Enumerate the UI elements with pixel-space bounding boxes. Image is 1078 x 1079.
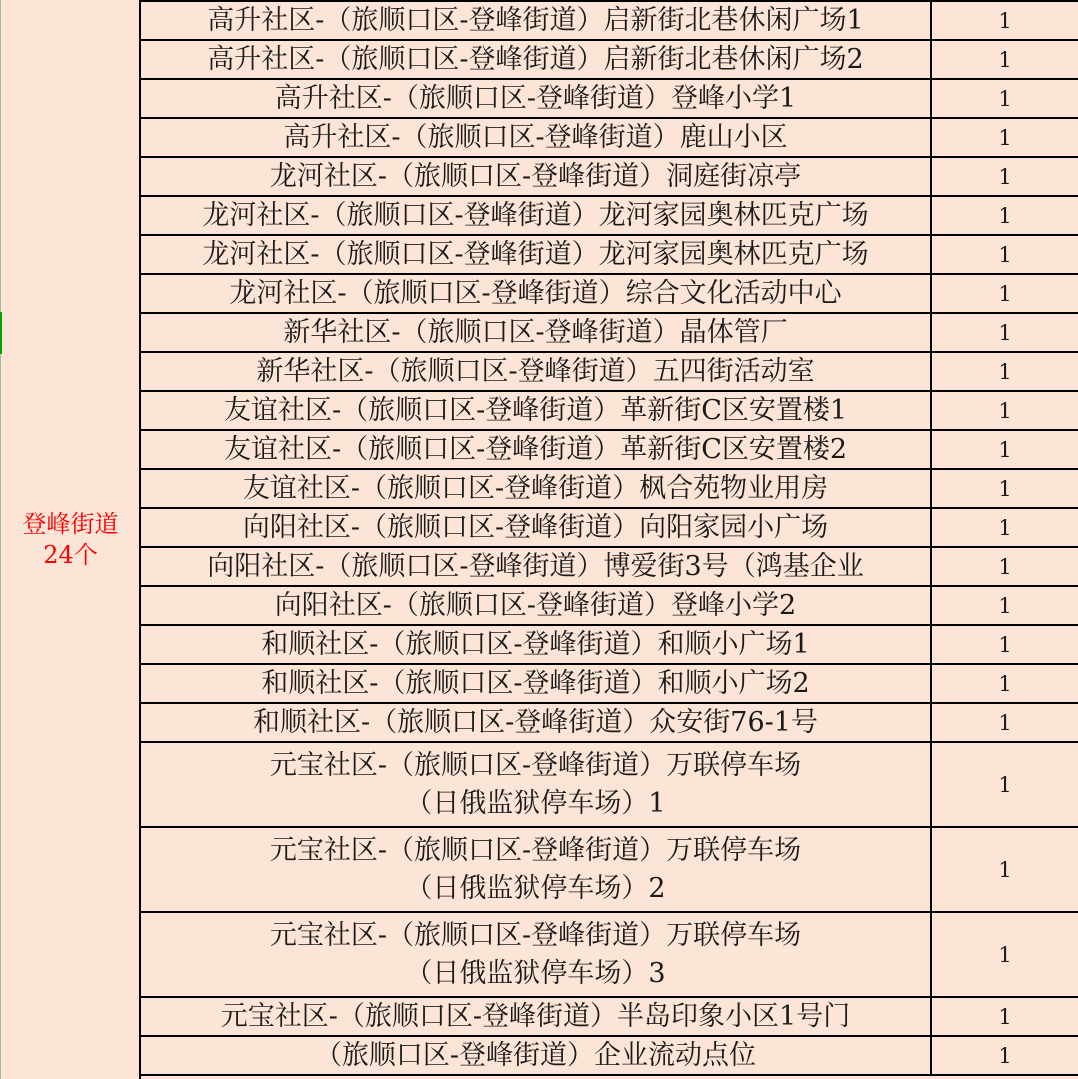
count-cell[interactable]: 1 [998, 8, 1012, 33]
location-name-line: 友谊社区-（旅顺口区-登峰街道）革新街C区安置楼1 [223, 394, 848, 426]
location-name-line: （日俄监狱停车场）2 [405, 872, 666, 904]
table-row [141, 158, 1078, 197]
location-name-cell[interactable] [141, 158, 932, 195]
count-cell[interactable]: 1 [998, 942, 1012, 967]
count-cell[interactable]: 1 [998, 320, 1012, 345]
table-row [141, 431, 1078, 470]
table-row [141, 470, 1078, 509]
count-cell[interactable]: 1 [998, 398, 1012, 423]
location-name-line: 向阳社区-（旅顺口区-登峰街道）向阳家园小广场 [242, 511, 829, 543]
location-name-cell[interactable] [141, 236, 932, 273]
count-cell[interactable]: 1 [998, 359, 1012, 384]
table-row [141, 1037, 1078, 1076]
count-cell[interactable]: 1 [998, 593, 1012, 618]
location-name-line: 新华社区-（旅顺口区-登峰街道）晶体管厂 [283, 316, 788, 348]
location-name-line: 向阳社区-（旅顺口区-登峰街道）登峰小学2 [274, 589, 797, 621]
location-name-cell[interactable] [141, 197, 932, 234]
table-row [141, 236, 1078, 275]
table-row [141, 704, 1078, 743]
location-name-line: 新华社区-（旅顺口区-登峰街道）五四街活动室 [256, 355, 815, 387]
location-name-line: 元宝社区-（旅顺口区-登峰街道）万联停车场 [269, 834, 802, 866]
table-row [141, 119, 1078, 158]
location-name-line: （旅顺口区-登峰街道）企业流动点位 [314, 1039, 757, 1071]
table-row [141, 353, 1078, 392]
location-name-cell[interactable] [141, 314, 932, 351]
location-name-line: 龙河社区-（旅顺口区-登峰街道）龙河家园奥林匹克广场 [202, 238, 869, 270]
table-row [141, 626, 1078, 665]
table-row [141, 913, 1078, 998]
location-name-cell[interactable] [141, 2, 932, 39]
location-name-line: 友谊社区-（旅顺口区-登峰街道）革新街C区安置楼2 [223, 433, 848, 465]
location-name-cell[interactable] [141, 626, 932, 663]
count-cell[interactable]: 1 [998, 632, 1012, 657]
location-name-line: 元宝社区-（旅顺口区-登峰街道）半岛印象小区1号门 [220, 1000, 851, 1032]
table-row [141, 587, 1078, 626]
location-name-cell[interactable] [141, 80, 932, 117]
location-name-line: 高升社区-（旅顺口区-登峰街道）启新街北巷休闲广场2 [207, 43, 864, 75]
table-row [141, 80, 1078, 119]
count-cell[interactable]: 1 [998, 671, 1012, 696]
location-name-line: 元宝社区-（旅顺口区-登峰街道）万联停车场 [269, 749, 802, 781]
data-table [139, 0, 1078, 1079]
count-cell[interactable]: 1 [998, 86, 1012, 111]
location-name-line: 高升社区-（旅顺口区-登峰街道）鹿山小区 [283, 121, 788, 153]
count-cell[interactable]: 1 [998, 1004, 1012, 1029]
count-cell[interactable]: 1 [998, 437, 1012, 462]
location-name-cell[interactable] [141, 392, 932, 429]
location-name-line: （日俄监狱停车场）1 [405, 787, 666, 819]
table-row [141, 197, 1078, 236]
location-name-cell[interactable] [141, 275, 932, 312]
count-cell[interactable]: 1 [998, 203, 1012, 228]
count-cell[interactable]: 1 [998, 47, 1012, 72]
table-row [141, 509, 1078, 548]
table-row [141, 2, 1078, 41]
location-name-cell[interactable] [141, 998, 932, 1035]
location-name-line: 高升社区-（旅顺口区-登峰街道）登峰小学1 [274, 82, 797, 114]
count-cell[interactable]: 1 [998, 242, 1012, 267]
location-name-line: 龙河社区-（旅顺口区-登峰街道）洞庭街凉亭 [269, 160, 802, 192]
location-name-cell[interactable] [141, 743, 932, 826]
location-name-cell[interactable] [141, 828, 932, 911]
count-cell[interactable]: 1 [998, 857, 1012, 882]
location-name-line: （日俄监狱停车场）3 [405, 957, 666, 989]
location-name-line: 龙河社区-（旅顺口区-登峰街道）综合文化活动中心 [229, 277, 842, 309]
table-row [141, 41, 1078, 80]
count-cell[interactable]: 1 [998, 125, 1012, 150]
location-name-line: 和顺社区-（旅顺口区-登峰街道）和顺小广场1 [261, 628, 810, 660]
group-count: 24个 [43, 540, 98, 569]
count-cell[interactable]: 1 [998, 164, 1012, 189]
location-name-cell[interactable] [141, 704, 932, 741]
group-cell[interactable] [2, 0, 139, 1079]
table-row [141, 548, 1078, 587]
location-name-cell[interactable] [141, 913, 932, 996]
location-name-line: 高升社区-（旅顺口区-登峰街道）启新街北巷休闲广场1 [207, 4, 864, 36]
location-name-cell[interactable] [141, 41, 932, 78]
count-cell[interactable]: 1 [998, 515, 1012, 540]
location-name-cell[interactable] [141, 665, 932, 702]
count-cell[interactable]: 1 [998, 554, 1012, 579]
location-name-cell[interactable] [141, 470, 932, 507]
location-name-line: 向阳社区-（旅顺口区-登峰街道）博爱街3号（鸿基企业 [207, 550, 864, 582]
count-cell[interactable]: 1 [998, 281, 1012, 306]
table-row [141, 275, 1078, 314]
table-row [141, 314, 1078, 353]
location-name-cell[interactable] [141, 548, 932, 585]
table-row [141, 392, 1078, 431]
group-name: 登峰街道 [22, 509, 119, 538]
location-name-line: 友谊社区-（旅顺口区-登峰街道）枫合苑物业用房 [242, 472, 829, 504]
count-cell[interactable]: 1 [998, 1043, 1012, 1068]
table-row [141, 665, 1078, 704]
location-name-line: 龙河社区-（旅顺口区-登峰街道）龙河家园奥林匹克广场 [202, 199, 869, 231]
location-name-cell[interactable] [141, 587, 932, 624]
table-row [141, 743, 1078, 828]
table-row [141, 828, 1078, 913]
location-name-cell[interactable] [141, 119, 932, 156]
location-name-cell[interactable] [141, 509, 932, 546]
table-row [141, 998, 1078, 1037]
count-cell[interactable]: 1 [998, 772, 1012, 797]
count-cell[interactable]: 1 [998, 476, 1012, 501]
count-cell[interactable]: 1 [998, 710, 1012, 735]
location-name-line: 和顺社区-（旅顺口区-登峰街道）和顺小广场2 [261, 667, 810, 699]
location-name-cell[interactable] [141, 1037, 932, 1074]
location-name-line: 元宝社区-（旅顺口区-登峰街道）万联停车场 [269, 919, 802, 951]
location-name-line: 和顺社区-（旅顺口区-登峰街道）众安街76-1号 [253, 706, 818, 738]
location-name-cell[interactable] [141, 431, 932, 468]
location-name-cell[interactable] [141, 353, 932, 390]
